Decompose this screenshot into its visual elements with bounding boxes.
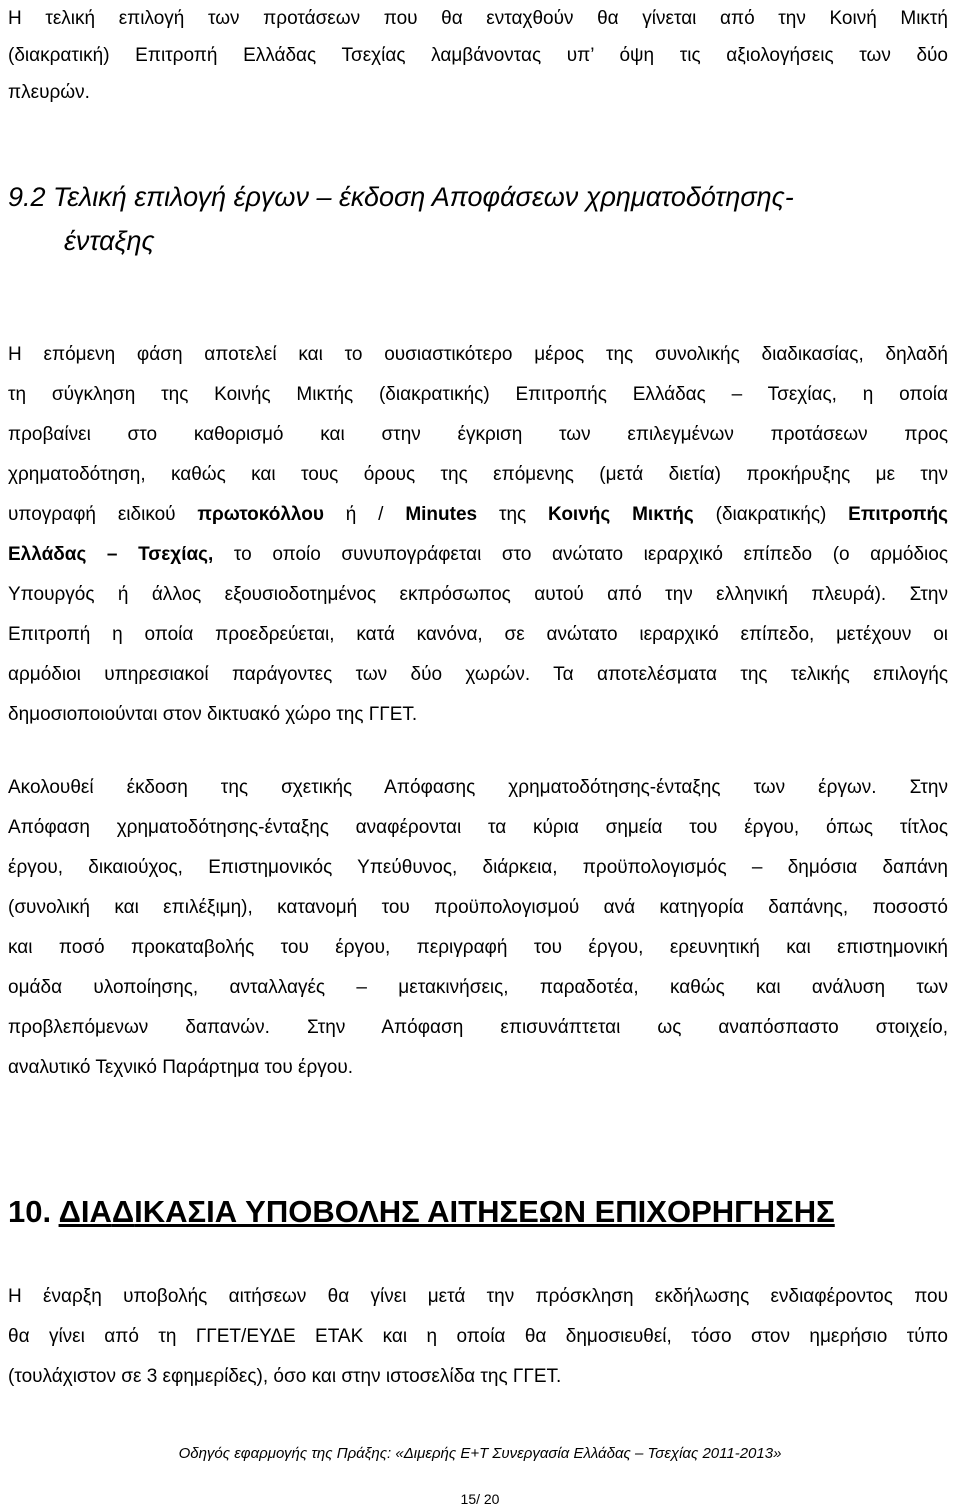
text-line: χρηματοδότηση, καθώς και τους όρους της επόμενης (μετά διετία) προκήρυξης με την [8, 464, 948, 485]
text-line: και ποσό προκαταβολής του έργου, περιγραφή του έργου, ερευνητική και επιστημονική [8, 937, 948, 958]
bold-text-joint-committee: Κοινής Μικτής [548, 504, 694, 525]
bold-text-protocol: πρωτοκόλλου [197, 504, 324, 525]
text-line: Ακολουθεί έκδοση της σχετικής Απόφασης χρηματοδότησης-ένταξης των έργων. Στην [8, 777, 948, 798]
text-line: θα γίνει από τη ΓΓΕΤ/ΕΥΔΕ ΕΤΑΚ και η οποία θα δημοσιευθεί, τόσο στον ημερήσιο τύπο [8, 1326, 948, 1347]
section-9-2-paragraph-2 [8, 768, 948, 1088]
text-run: της [477, 504, 549, 525]
heading-text-part: Δ [111, 1194, 135, 1229]
text-line: αναλυτικό Τεχνικό Παράρτημα του έργου. [8, 1057, 354, 1078]
footer-title: Οδηγός εφαρμογής της Πράξης: «Διμερής Ε+Τ Συνεργασία Ελλάδας – Τσεχίας 2011-2013» [178, 1445, 782, 1462]
text-line [8, 535, 948, 575]
text-line: ομάδα υλοποίησης, ανταλλαγές – μετακινήσεις, παραδοτέα, καθώς και ανάλυση των [8, 977, 948, 998]
bold-text-greece-czechia: Ελλάδας – Τσεχίας, [8, 544, 214, 565]
text-line: Η τελική επιλογή των προτάσεων που θα ενταχθούν θα γίνεται από την Κοινή Μικτή [8, 8, 948, 29]
heading-line: ένταξης [64, 226, 155, 256]
text-line: πλευρών. [8, 82, 90, 103]
bold-text-minutes: Minutes [405, 504, 478, 525]
text-run: ή / [323, 504, 406, 525]
text-line: τη σύγκληση της Κοινής Μικτής (διακρατικής) Επιτροπής Ελλάδας – Τσεχίας, η οποία [8, 384, 948, 405]
bold-text-committee: Επιτροπής [848, 504, 949, 525]
heading-number: 10. [8, 1194, 59, 1229]
text-line: αρμόδιοι υπηρεσιακοί παράγοντες των δύο χωρών. Τα αποτελέσματα της τελικής επιλογής [8, 664, 948, 685]
section-9-2-paragraph-1 [8, 335, 948, 735]
intro-paragraph [8, 0, 948, 111]
text-line: Η επόμενη φάση αποτελεί και το ουσιαστικότερο μέρος της συνολικής διαδικασίας, δηλαδή [8, 344, 948, 365]
section-10-paragraph [8, 1277, 948, 1397]
text-line: έργου, δικαιούχος, Επιστημονικός Υπεύθυνος, διάρκεια, προϋπολογισμός – δημόσια δαπάνη [8, 857, 948, 878]
text-line: Η έναρξη υποβολής αιτήσεων θα γίνει μετά την πρόσκληση εκδήλωσης ενδιαφέροντος που [8, 1286, 948, 1307]
section-10-heading [8, 1190, 835, 1234]
heading-text [59, 1194, 835, 1229]
section-9-2-heading [8, 175, 948, 263]
text-line: (διακρατική) Επιτροπή Ελλάδας Τσεχίας λαμβάνοντας υπ’ όψη τις αξιολογήσεις των δύο [8, 45, 948, 66]
text-line: Υπουργός ή άλλος εξουσιοδοτημένος εκπρόσωπος αυτού από την ελληνική πλευρά). Στην [8, 584, 948, 605]
text-line: (τουλάχιστον σε 3 εφημερίδες), όσο και στην ιστοσελίδα της ΓΓΕΤ. [8, 1366, 562, 1387]
text-line: Επιτροπή η οποία προεδρεύεται, κατά κανόνα, σε ανώτατο ιεραρχικό επίπεδο, μετέχουν οι [8, 624, 948, 645]
text-line: Απόφαση χρηματοδότησης-ένταξης αναφέρονται τα κύρια σημεία του έργου, όπως τίτλος [8, 817, 948, 838]
heading-text-part: ΙΚΑΣΙΑ ΥΠΟΒΟΛΗΣ ΑΙΤΗΣΕΩΝ ΕΠΙΧΟΡΗΓΗΣΗΣ [134, 1194, 835, 1229]
text-line [8, 495, 948, 535]
text-run: υπογραφή ειδικού [8, 504, 198, 525]
text-line: δημοσιοποιούνται στον δικτυακό χώρο της ΓΓΕΤ. [8, 704, 418, 725]
text-line: προβαίνει στο καθορισμό και στην έγκριση των επιλεγμένων προτάσεων προς [8, 424, 948, 445]
text-run: (διακρατικής) [693, 504, 849, 525]
heading-text-part: ΔΙΑ [58, 1194, 112, 1229]
text-line: (συνολική και επιλέξιμη), κατανομή του προϋπολογισμού ανά κατηγορία δαπάνης, ποσοστό [8, 897, 948, 918]
heading-line: 9.2 Τελική επιλογή έργων – έκδοση Αποφάσεων χρηματοδότησης- [8, 182, 794, 212]
text-line: προβλεπόμενων δαπανών. Στην Απόφαση επισυνάπτεται ως αναπόσπαστο στοιχείο, [8, 1017, 948, 1038]
text-run: το οποίο συνυπογράφεται στο ανώτατο ιεραρχικό επίπεδο (ο αρμόδιος [213, 544, 948, 565]
page-number: 15/ 20 [460, 1491, 500, 1507]
